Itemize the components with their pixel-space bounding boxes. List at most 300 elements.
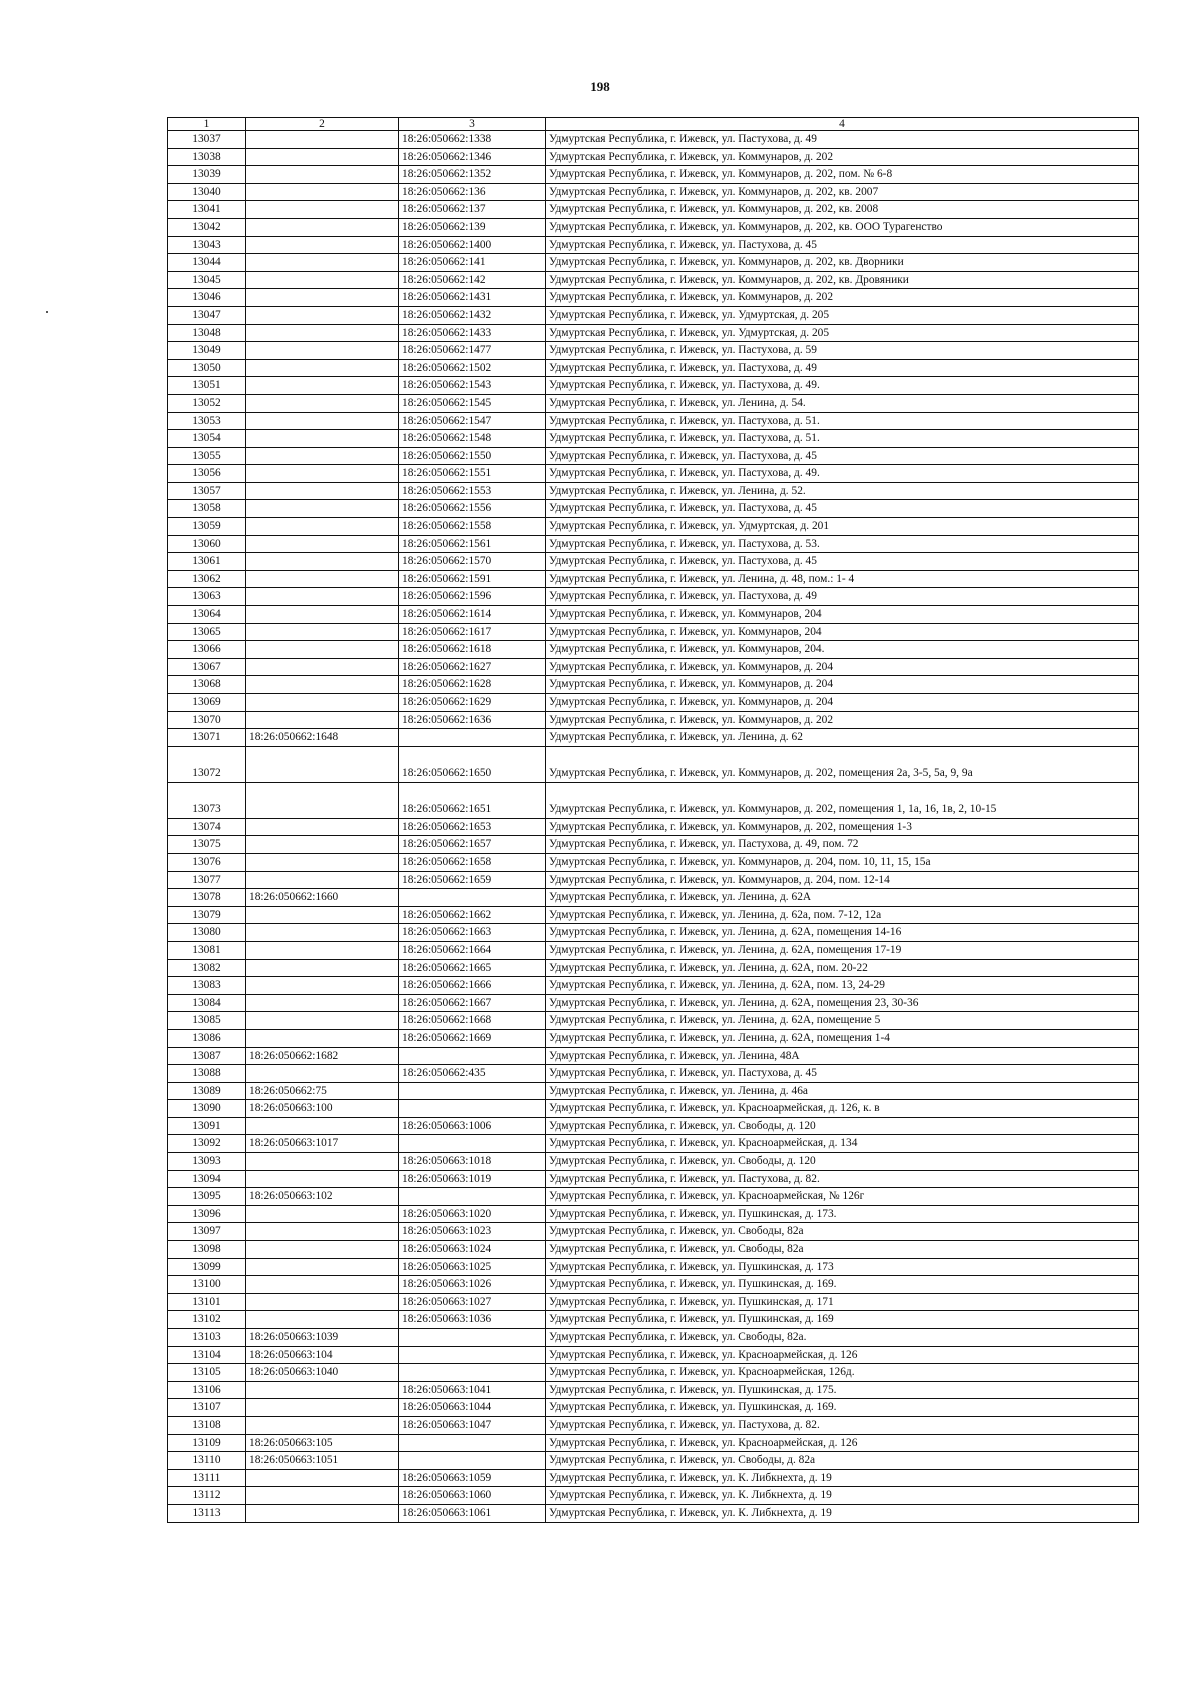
parcel-number-cell bbox=[246, 394, 399, 412]
building-number-cell bbox=[399, 1346, 546, 1364]
address-cell: Удмуртская Республика, г. Ижевск, ул. Пастухова, д. 45 bbox=[546, 553, 1139, 571]
address-cell: Удмуртская Республика, г. Ижевск, ул. Коммунаров, д. 202 bbox=[546, 148, 1139, 166]
address-cell: Удмуртская Республика, г. Ижевск, ул. Свободы, д. 120 bbox=[546, 1117, 1139, 1135]
building-number-cell: 18:26:050662:1627 bbox=[399, 658, 546, 676]
address-cell: Удмуртская Республика, г. Ижевск, ул. Пастухова, д. 49. bbox=[546, 377, 1139, 395]
building-number-cell: 18:26:050662:136 bbox=[399, 183, 546, 201]
building-number-cell: 18:26:050663:1060 bbox=[399, 1487, 546, 1505]
building-number-cell: 18:26:050662:1653 bbox=[399, 818, 546, 836]
table-row bbox=[168, 1170, 1139, 1188]
table-row bbox=[168, 746, 1139, 782]
table-row bbox=[168, 1188, 1139, 1206]
address-cell: Удмуртская Республика, г. Ижевск, ул. Свободы, д. 82а bbox=[546, 1452, 1139, 1470]
row-number-cell: 13109 bbox=[168, 1434, 246, 1452]
row-number-cell: 13089 bbox=[168, 1082, 246, 1100]
parcel-number-cell bbox=[246, 924, 399, 942]
table-body bbox=[168, 131, 1139, 1523]
table-row bbox=[168, 853, 1139, 871]
building-number-cell: 18:26:050662:1547 bbox=[399, 412, 546, 430]
table-row bbox=[168, 412, 1139, 430]
parcel-number-cell bbox=[246, 1311, 399, 1329]
row-number-cell: 13050 bbox=[168, 359, 246, 377]
address-cell: Удмуртская Республика, г. Ижевск, ул. Коммунаров, д. 204 bbox=[546, 694, 1139, 712]
parcel-number-cell bbox=[246, 1504, 399, 1522]
table-row bbox=[168, 1205, 1139, 1223]
building-number-cell: 18:26:050662:1556 bbox=[399, 500, 546, 518]
row-number-cell: 13098 bbox=[168, 1241, 246, 1259]
address-cell: Удмуртская Республика, г. Ижевск, ул. Коммунаров, д. 202, кв. 2007 bbox=[546, 183, 1139, 201]
parcel-number-cell bbox=[246, 447, 399, 465]
address-cell: Удмуртская Республика, г. Ижевск, ул. Пастухова, д. 45 bbox=[546, 1065, 1139, 1083]
building-number-cell: 18:26:050662:1431 bbox=[399, 289, 546, 307]
building-number-cell: 18:26:050662:1651 bbox=[399, 782, 546, 818]
row-number-cell: 13095 bbox=[168, 1188, 246, 1206]
table-row bbox=[168, 1047, 1139, 1065]
parcel-number-cell bbox=[246, 166, 399, 184]
building-number-cell: 18:26:050662:1551 bbox=[399, 465, 546, 483]
address-cell: Удмуртская Республика, г. Ижевск, ул. Удмуртская, д. 205 bbox=[546, 324, 1139, 342]
row-number-cell: 13066 bbox=[168, 641, 246, 659]
parcel-number-cell bbox=[246, 711, 399, 729]
table-row bbox=[168, 1293, 1139, 1311]
table-row bbox=[168, 218, 1139, 236]
table-row bbox=[168, 871, 1139, 889]
parcel-number-cell bbox=[246, 1153, 399, 1171]
table-row bbox=[168, 289, 1139, 307]
building-number-cell bbox=[399, 1329, 546, 1347]
address-cell: Удмуртская Республика, г. Ижевск, ул. Ленина, д. 62А, пом. 13, 24-29 bbox=[546, 977, 1139, 995]
row-number-cell: 13064 bbox=[168, 606, 246, 624]
parcel-number-cell bbox=[246, 1416, 399, 1434]
table-row bbox=[168, 1364, 1139, 1382]
address-cell: Удмуртская Республика, г. Ижевск, ул. Коммунаров, д. 202, пом. № 6-8 bbox=[546, 166, 1139, 184]
building-number-cell: 18:26:050662:1553 bbox=[399, 482, 546, 500]
address-cell: Удмуртская Республика, г. Ижевск, ул. Ленина, д. 52. bbox=[546, 482, 1139, 500]
table-header bbox=[168, 118, 1139, 131]
row-number-cell: 13040 bbox=[168, 183, 246, 201]
parcel-number-cell: 18:26:050662:1648 bbox=[246, 729, 399, 747]
building-number-cell bbox=[399, 1188, 546, 1206]
address-cell: Удмуртская Республика, г. Ижевск, ул. Пушкинская, д. 175. bbox=[546, 1381, 1139, 1399]
table-row bbox=[168, 1346, 1139, 1364]
table-row bbox=[168, 658, 1139, 676]
parcel-number-cell bbox=[246, 1205, 399, 1223]
address-cell: Удмуртская Республика, г. Ижевск, ул. Пушкинская, д. 173 bbox=[546, 1258, 1139, 1276]
building-number-cell: 18:26:050662:1658 bbox=[399, 853, 546, 871]
row-number-cell: 13053 bbox=[168, 412, 246, 430]
parcel-number-cell bbox=[246, 535, 399, 553]
table-row bbox=[168, 1452, 1139, 1470]
address-cell: Удмуртская Республика, г. Ижевск, ул. Ленина, д. 62А, помещение 5 bbox=[546, 1012, 1139, 1030]
building-number-cell: 18:26:050662:1561 bbox=[399, 535, 546, 553]
row-number-cell: 13113 bbox=[168, 1504, 246, 1522]
table-row bbox=[168, 324, 1139, 342]
row-number-cell: 13080 bbox=[168, 924, 246, 942]
address-cell: Удмуртская Республика, г. Ижевск, ул. Ленина, д. 48, пом.: 1- 4 bbox=[546, 570, 1139, 588]
building-number-cell: 18:26:050662:1669 bbox=[399, 1029, 546, 1047]
row-number-cell: 13097 bbox=[168, 1223, 246, 1241]
address-cell: Удмуртская Республика, г. Ижевск, ул. Удмуртская, д. 205 bbox=[546, 306, 1139, 324]
parcel-number-cell bbox=[246, 1381, 399, 1399]
building-number-cell bbox=[399, 729, 546, 747]
row-number-cell: 13042 bbox=[168, 218, 246, 236]
row-number-cell: 13086 bbox=[168, 1029, 246, 1047]
building-number-cell bbox=[399, 1135, 546, 1153]
address-cell: Удмуртская Республика, г. Ижевск, ул. Пастухова, д. 49. bbox=[546, 465, 1139, 483]
table-row bbox=[168, 1434, 1139, 1452]
parcel-number-cell: 18:26:050663:105 bbox=[246, 1434, 399, 1452]
address-cell: Удмуртская Республика, г. Ижевск, ул. Пушкинская, д. 169. bbox=[546, 1399, 1139, 1417]
parcel-number-cell bbox=[246, 1276, 399, 1294]
parcel-number-cell: 18:26:050663:1051 bbox=[246, 1452, 399, 1470]
parcel-number-cell: 18:26:050663:102 bbox=[246, 1188, 399, 1206]
parcel-number-cell bbox=[246, 201, 399, 219]
address-cell: Удмуртская Республика, г. Ижевск, ул. Пастухова, д. 82. bbox=[546, 1170, 1139, 1188]
table-row bbox=[168, 729, 1139, 747]
table-row bbox=[168, 694, 1139, 712]
column-header-4: 4 bbox=[546, 118, 1139, 131]
table-row bbox=[168, 482, 1139, 500]
parcel-number-cell bbox=[246, 746, 399, 782]
row-number-cell: 13100 bbox=[168, 1276, 246, 1294]
table-row bbox=[168, 1416, 1139, 1434]
row-number-cell: 13071 bbox=[168, 729, 246, 747]
parcel-number-cell bbox=[246, 588, 399, 606]
table-row bbox=[168, 377, 1139, 395]
building-number-cell: 18:26:050662:142 bbox=[399, 271, 546, 289]
address-cell: Удмуртская Республика, г. Ижевск, ул. Коммунаров, д. 202, помещения 1, 1а, 16, 1в, 2, 10-15 bbox=[546, 782, 1139, 818]
table-row bbox=[168, 430, 1139, 448]
building-number-cell: 18:26:050662:1570 bbox=[399, 553, 546, 571]
row-number-cell: 13072 bbox=[168, 746, 246, 782]
parcel-number-cell bbox=[246, 289, 399, 307]
table-row bbox=[168, 1329, 1139, 1347]
address-cell: Удмуртская Республика, г. Ижевск, ул. Коммунаров, д. 204 bbox=[546, 658, 1139, 676]
address-cell: Удмуртская Республика, г. Ижевск, ул. Красноармейская, д. 134 bbox=[546, 1135, 1139, 1153]
parcel-number-cell bbox=[246, 658, 399, 676]
address-cell: Удмуртская Республика, г. Ижевск, ул. Пастухова, д. 49 bbox=[546, 131, 1139, 149]
parcel-number-cell bbox=[246, 1065, 399, 1083]
table-row bbox=[168, 1311, 1139, 1329]
parcel-number-cell: 18:26:050663:1040 bbox=[246, 1364, 399, 1382]
table-row bbox=[168, 166, 1139, 184]
building-number-cell: 18:26:050662:1650 bbox=[399, 746, 546, 782]
building-number-cell: 18:26:050663:1041 bbox=[399, 1381, 546, 1399]
building-number-cell: 18:26:050662:1558 bbox=[399, 518, 546, 536]
building-number-cell: 18:26:050662:435 bbox=[399, 1065, 546, 1083]
building-number-cell: 18:26:050663:1020 bbox=[399, 1205, 546, 1223]
address-cell: Удмуртская Республика, г. Ижевск, ул. Пастухова, д. 49, пом. 72 bbox=[546, 836, 1139, 854]
parcel-number-cell bbox=[246, 1170, 399, 1188]
table-row bbox=[168, 447, 1139, 465]
table-row bbox=[168, 518, 1139, 536]
parcel-number-cell bbox=[246, 1241, 399, 1259]
row-number-cell: 13101 bbox=[168, 1293, 246, 1311]
address-cell: Удмуртская Республика, г. Ижевск, ул. Ленина, д. 62а, пом. 7-12, 12а bbox=[546, 906, 1139, 924]
table-row bbox=[168, 1399, 1139, 1417]
address-cell: Удмуртская Республика, г. Ижевск, ул. Коммунаров, д. 202, кв. 2008 bbox=[546, 201, 1139, 219]
row-number-cell: 13041 bbox=[168, 201, 246, 219]
table-row bbox=[168, 994, 1139, 1012]
scan-speck bbox=[46, 311, 48, 313]
address-cell: Удмуртская Республика, г. Ижевск, ул. Коммунаров, д. 202, помещения 2а, 3-5, 5а, 9, 9а bbox=[546, 746, 1139, 782]
column-header-3: 3 bbox=[399, 118, 546, 131]
row-number-cell: 13091 bbox=[168, 1117, 246, 1135]
table-row bbox=[168, 131, 1139, 149]
table-row bbox=[168, 1241, 1139, 1259]
column-header-1: 1 bbox=[168, 118, 246, 131]
row-number-cell: 13065 bbox=[168, 623, 246, 641]
parcel-number-cell bbox=[246, 906, 399, 924]
row-number-cell: 13068 bbox=[168, 676, 246, 694]
parcel-number-cell bbox=[246, 218, 399, 236]
parcel-number-cell bbox=[246, 694, 399, 712]
address-cell: Удмуртская Республика, г. Ижевск, ул. Ленина, д. 62А bbox=[546, 889, 1139, 907]
address-cell: Удмуртская Республика, г. Ижевск, ул. Красноармейская, д. 126 bbox=[546, 1346, 1139, 1364]
table-row bbox=[168, 1276, 1139, 1294]
address-cell: Удмуртская Республика, г. Ижевск, ул. Коммунаров, 204 bbox=[546, 623, 1139, 641]
parcel-number-cell bbox=[246, 1223, 399, 1241]
building-number-cell: 18:26:050662:1667 bbox=[399, 994, 546, 1012]
address-cell: Удмуртская Республика, г. Ижевск, ул. Пастухова, д. 51. bbox=[546, 412, 1139, 430]
address-cell: Удмуртская Республика, г. Ижевск, ул. Пастухова, д. 49 bbox=[546, 359, 1139, 377]
parcel-number-cell: 18:26:050663:100 bbox=[246, 1100, 399, 1118]
row-number-cell: 13069 bbox=[168, 694, 246, 712]
table-row bbox=[168, 254, 1139, 272]
address-cell: Удмуртская Республика, г. Ижевск, ул. К. Либкнехта, д. 19 bbox=[546, 1469, 1139, 1487]
parcel-number-cell bbox=[246, 306, 399, 324]
table-row bbox=[168, 570, 1139, 588]
building-number-cell: 18:26:050662:1477 bbox=[399, 342, 546, 360]
building-number-cell: 18:26:050662:1664 bbox=[399, 941, 546, 959]
building-number-cell: 18:26:050663:1047 bbox=[399, 1416, 546, 1434]
row-number-cell: 13047 bbox=[168, 306, 246, 324]
row-number-cell: 13078 bbox=[168, 889, 246, 907]
building-number-cell: 18:26:050662:1550 bbox=[399, 447, 546, 465]
parcel-number-cell bbox=[246, 853, 399, 871]
row-number-cell: 13051 bbox=[168, 377, 246, 395]
row-number-cell: 13105 bbox=[168, 1364, 246, 1382]
table-row bbox=[168, 183, 1139, 201]
row-number-cell: 13067 bbox=[168, 658, 246, 676]
parcel-number-cell bbox=[246, 1258, 399, 1276]
parcel-number-cell bbox=[246, 676, 399, 694]
address-cell: Удмуртская Республика, г. Ижевск, ул. Пастухова, д. 82. bbox=[546, 1416, 1139, 1434]
address-cell: Удмуртская Республика, г. Ижевск, ул. Коммунаров, д. 202, кв. Дворники bbox=[546, 254, 1139, 272]
building-number-cell: 18:26:050662:1636 bbox=[399, 711, 546, 729]
building-number-cell bbox=[399, 1082, 546, 1100]
parcel-number-cell bbox=[246, 1293, 399, 1311]
address-cell: Удмуртская Республика, г. Ижевск, ул. Коммунаров, д. 204 bbox=[546, 676, 1139, 694]
building-number-cell: 18:26:050663:1023 bbox=[399, 1223, 546, 1241]
address-cell: Удмуртская Республика, г. Ижевск, ул. Свободы, 82а bbox=[546, 1223, 1139, 1241]
row-number-cell: 13043 bbox=[168, 236, 246, 254]
row-number-cell: 13076 bbox=[168, 853, 246, 871]
address-cell: Удмуртская Республика, г. Ижевск, ул. Пастухова, д. 45 bbox=[546, 500, 1139, 518]
building-number-cell: 18:26:050662:1662 bbox=[399, 906, 546, 924]
table-row bbox=[168, 500, 1139, 518]
row-number-cell: 13074 bbox=[168, 818, 246, 836]
building-number-cell: 18:26:050662:1543 bbox=[399, 377, 546, 395]
address-cell: Удмуртская Республика, г. Ижевск, ул. Коммунаров, д. 202, кв. Дровяники bbox=[546, 271, 1139, 289]
address-cell: Удмуртская Республика, г. Ижевск, ул. Ленина, д. 62А, помещения 17-19 bbox=[546, 941, 1139, 959]
parcel-number-cell bbox=[246, 782, 399, 818]
table-row bbox=[168, 271, 1139, 289]
table-row bbox=[168, 959, 1139, 977]
parcel-number-cell bbox=[246, 500, 399, 518]
row-number-cell: 13039 bbox=[168, 166, 246, 184]
address-cell: Удмуртская Республика, г. Ижевск, ул. Красноармейская, д. 126 bbox=[546, 1434, 1139, 1452]
building-number-cell: 18:26:050663:1026 bbox=[399, 1276, 546, 1294]
row-number-cell: 13052 bbox=[168, 394, 246, 412]
parcel-number-cell bbox=[246, 977, 399, 995]
parcel-number-cell bbox=[246, 236, 399, 254]
building-number-cell: 18:26:050662:1545 bbox=[399, 394, 546, 412]
table-row bbox=[168, 588, 1139, 606]
building-number-cell: 18:26:050662:1614 bbox=[399, 606, 546, 624]
table-row bbox=[168, 889, 1139, 907]
address-cell: Удмуртская Республика, г. Ижевск, ул. Свободы, 82а bbox=[546, 1241, 1139, 1259]
parcel-number-cell bbox=[246, 871, 399, 889]
row-number-cell: 13054 bbox=[168, 430, 246, 448]
building-number-cell bbox=[399, 1047, 546, 1065]
building-number-cell: 18:26:050662:1629 bbox=[399, 694, 546, 712]
row-number-cell: 13094 bbox=[168, 1170, 246, 1188]
header-row bbox=[168, 118, 1139, 131]
parcel-number-cell bbox=[246, 254, 399, 272]
table-row bbox=[168, 1153, 1139, 1171]
table-row bbox=[168, 535, 1139, 553]
building-number-cell: 18:26:050662:141 bbox=[399, 254, 546, 272]
parcel-number-cell: 18:26:050662:75 bbox=[246, 1082, 399, 1100]
address-cell: Удмуртская Республика, г. Ижевск, ул. К. Либкнехта, д. 19 bbox=[546, 1504, 1139, 1522]
building-number-cell: 18:26:050663:1036 bbox=[399, 1311, 546, 1329]
column-header-2: 2 bbox=[246, 118, 399, 131]
table-row bbox=[168, 1100, 1139, 1118]
address-cell: Удмуртская Республика, г. Ижевск, ул. Коммунаров, д. 202 bbox=[546, 289, 1139, 307]
table-row bbox=[168, 977, 1139, 995]
building-number-cell bbox=[399, 1452, 546, 1470]
address-cell: Удмуртская Республика, г. Ижевск, ул. Коммунаров, д. 204, пом. 12-14 bbox=[546, 871, 1139, 889]
parcel-number-cell bbox=[246, 553, 399, 571]
row-number-cell: 13104 bbox=[168, 1346, 246, 1364]
building-number-cell: 18:26:050662:1618 bbox=[399, 641, 546, 659]
row-number-cell: 13077 bbox=[168, 871, 246, 889]
row-number-cell: 13111 bbox=[168, 1469, 246, 1487]
address-cell: Удмуртская Республика, г. Ижевск, ул. Ленина, д. 54. bbox=[546, 394, 1139, 412]
building-number-cell: 18:26:050662:1548 bbox=[399, 430, 546, 448]
row-number-cell: 13046 bbox=[168, 289, 246, 307]
building-number-cell: 18:26:050662:1668 bbox=[399, 1012, 546, 1030]
row-number-cell: 13060 bbox=[168, 535, 246, 553]
table-row bbox=[168, 236, 1139, 254]
table-row bbox=[168, 711, 1139, 729]
building-number-cell: 18:26:050662:1659 bbox=[399, 871, 546, 889]
building-number-cell: 18:26:050662:1666 bbox=[399, 977, 546, 995]
table-row bbox=[168, 1117, 1139, 1135]
table-row bbox=[168, 1082, 1139, 1100]
parcel-number-cell: 18:26:050663:1017 bbox=[246, 1135, 399, 1153]
parcel-number-cell bbox=[246, 342, 399, 360]
row-number-cell: 13049 bbox=[168, 342, 246, 360]
building-number-cell: 18:26:050662:1596 bbox=[399, 588, 546, 606]
parcel-number-cell bbox=[246, 941, 399, 959]
building-number-cell: 18:26:050663:1018 bbox=[399, 1153, 546, 1171]
table-row bbox=[168, 924, 1139, 942]
address-cell: Удмуртская Республика, г. Ижевск, ул. Свободы, д. 120 bbox=[546, 1153, 1139, 1171]
parcel-number-cell bbox=[246, 836, 399, 854]
address-cell: Удмуртская Республика, г. Ижевск, ул. Ленина, д. 62А, пом. 20-22 bbox=[546, 959, 1139, 977]
address-cell: Удмуртская Республика, г. Ижевск, ул. Ленина, д. 46а bbox=[546, 1082, 1139, 1100]
parcel-number-cell bbox=[246, 1029, 399, 1047]
row-number-cell: 13110 bbox=[168, 1452, 246, 1470]
address-cell: Удмуртская Республика, г. Ижевск, ул. Коммунаров, д. 202, кв. ООО Турагенство bbox=[546, 218, 1139, 236]
parcel-number-cell bbox=[246, 465, 399, 483]
row-number-cell: 13070 bbox=[168, 711, 246, 729]
row-number-cell: 13038 bbox=[168, 148, 246, 166]
parcel-number-cell bbox=[246, 994, 399, 1012]
row-number-cell: 13062 bbox=[168, 570, 246, 588]
parcel-number-cell bbox=[246, 1487, 399, 1505]
address-cell: Удмуртская Республика, г. Ижевск, ул. Пастухова, д. 45 bbox=[546, 447, 1139, 465]
building-number-cell: 18:26:050662:1346 bbox=[399, 148, 546, 166]
parcel-number-cell bbox=[246, 412, 399, 430]
building-number-cell: 18:26:050663:1024 bbox=[399, 1241, 546, 1259]
address-cell: Удмуртская Республика, г. Ижевск, ул. Пушкинская, д. 173. bbox=[546, 1205, 1139, 1223]
table-row bbox=[168, 1029, 1139, 1047]
table-row bbox=[168, 676, 1139, 694]
table-row bbox=[168, 1012, 1139, 1030]
parcel-number-cell bbox=[246, 377, 399, 395]
row-number-cell: 13087 bbox=[168, 1047, 246, 1065]
address-cell: Удмуртская Республика, г. Ижевск, ул. Ленина, 48А bbox=[546, 1047, 1139, 1065]
address-cell: Удмуртская Республика, г. Ижевск, ул. Ленина, д. 62 bbox=[546, 729, 1139, 747]
row-number-cell: 13055 bbox=[168, 447, 246, 465]
row-number-cell: 13037 bbox=[168, 131, 246, 149]
row-number-cell: 13083 bbox=[168, 977, 246, 995]
building-number-cell: 18:26:050663:1019 bbox=[399, 1170, 546, 1188]
row-number-cell: 13099 bbox=[168, 1258, 246, 1276]
row-number-cell: 13044 bbox=[168, 254, 246, 272]
address-cell: Удмуртская Республика, г. Ижевск, ул. К. Либкнехта, д. 19 bbox=[546, 1487, 1139, 1505]
parcel-number-cell bbox=[246, 1117, 399, 1135]
row-number-cell: 13073 bbox=[168, 782, 246, 818]
building-number-cell: 18:26:050662:139 bbox=[399, 218, 546, 236]
address-cell: Удмуртская Республика, г. Ижевск, ул. Ленина, д. 62А, помещения 1-4 bbox=[546, 1029, 1139, 1047]
building-number-cell: 18:26:050662:1432 bbox=[399, 306, 546, 324]
table-row bbox=[168, 782, 1139, 818]
table-row bbox=[168, 465, 1139, 483]
building-number-cell: 18:26:050662:1338 bbox=[399, 131, 546, 149]
table-row bbox=[168, 394, 1139, 412]
row-number-cell: 13059 bbox=[168, 518, 246, 536]
row-number-cell: 13107 bbox=[168, 1399, 246, 1417]
building-number-cell: 18:26:050662:1352 bbox=[399, 166, 546, 184]
parcel-number-cell bbox=[246, 641, 399, 659]
building-number-cell: 18:26:050662:1665 bbox=[399, 959, 546, 977]
table-row bbox=[168, 906, 1139, 924]
address-cell: Удмуртская Республика, г. Ижевск, ул. Коммунаров, 204 bbox=[546, 606, 1139, 624]
table-row bbox=[168, 359, 1139, 377]
building-number-cell: 18:26:050663:1006 bbox=[399, 1117, 546, 1135]
address-cell: Удмуртская Республика, г. Ижевск, ул. Красноармейская, 126д. bbox=[546, 1364, 1139, 1382]
building-number-cell: 18:26:050663:1059 bbox=[399, 1469, 546, 1487]
table-row bbox=[168, 641, 1139, 659]
table-row bbox=[168, 941, 1139, 959]
building-number-cell: 18:26:050662:1591 bbox=[399, 570, 546, 588]
page-number: 198 bbox=[590, 79, 610, 94]
parcel-number-cell bbox=[246, 482, 399, 500]
